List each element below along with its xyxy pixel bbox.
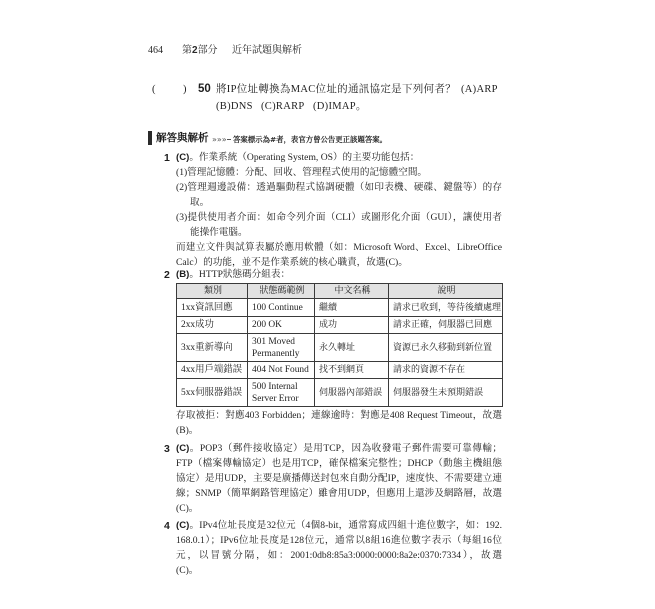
table-row [177,362,503,379]
answer-number: 4 [164,520,170,532]
part-prefix: 第 [182,45,192,56]
table-cell: 資源已永久移動到新位置 [389,334,503,362]
table-cell: 永久轉址 [315,334,389,362]
explanation-text: 。POP3（郵件接收協定）是用TCP，因為收發電子郵件需要可靠傳輸； [189,443,502,454]
explanation-line: (B)。 [176,425,199,436]
explanation-line: 而建立文件與試算表屬於應用軟體（如：Microsoft Word、Excel、LibreOffice [176,242,502,253]
question-stem: 將IP位址轉換為MAC位址的通訊協定是下列何者？ [216,84,456,95]
explanation-line: 存取被拒：對應403 Forbidden；連線逾時：對應是408 Request Timeout，故選 [176,410,502,421]
table-cell: 成功 [315,317,389,334]
explanation-line: 線；SNMP（簡單網路管理協定）雖會用UDP，但應用上還涉及網路層，故選 [176,488,502,499]
explanation-line [176,269,502,281]
table-row [177,379,503,407]
answer-choice: (C) [176,152,190,163]
explanation-text: 。HTTP狀態碼分組表： [189,269,291,280]
heading-bar [148,131,152,145]
table-row [177,317,503,334]
part-suffix: 部分 [197,45,218,56]
table-cell: 找不到網頁 [315,362,389,379]
table-row [177,334,503,362]
table-header-cell: 類別 [177,284,248,299]
page-number: 464 [148,45,163,56]
table-cell: 5xx伺服器錯誤 [177,379,248,407]
table-cell: 100 Continue [248,299,315,317]
question-number: 50 [198,83,211,95]
http-status-table [176,283,503,407]
table-cell: 請求已收到，等待後續處理 [389,299,503,317]
explanation-line: (1)管理記憶體：分配、回收、管理程式使用的記憶體空間。 [176,167,428,178]
explanation-text: 。IPv4位址長度是32位元（4個8-bit，通常寫成四組十進位數字，如：192. [189,520,502,531]
answer-choice: (B) [176,269,190,280]
answer-number: 1 [164,152,170,164]
heading-arrows: »»» [212,135,227,144]
option-c: (C)RARP [261,101,305,112]
option-b: (B)DNS [216,101,253,112]
answer-blank-close: ) [183,84,187,95]
explanation-line [176,443,502,455]
answer-number: 3 [164,443,170,455]
table-cell: 伺服器發生未預期錯誤 [389,379,503,407]
answer-choice: (C) [176,520,190,531]
answer-blank-open: ( [152,84,156,95]
explanation-line: (C)。 [176,503,199,514]
part-number: 2 [192,45,198,56]
table-cell: 1xx資訊回應 [177,299,248,317]
table-cell: 繼續 [315,299,389,317]
heading-note: 答案標示為#者，表官方曾公告更正該題答案。 [233,135,388,144]
option-d: (D)IMAP。 [313,101,367,112]
table-cell: 伺服器內部錯誤 [315,379,389,407]
table-cell: 500 Internal Server Error [248,379,315,407]
chapter-title: 近年試題與解析 [232,45,302,56]
explanation-line: (3)提供使用者介面：如命令列介面（CLI）或圖形化介面（GUI），讓使用者 [176,212,502,223]
table-cell: 3xx重新導向 [177,334,248,362]
explanation-line: 取。 [190,197,210,208]
table-cell: 請求正確，伺服器已回應 [389,317,503,334]
table-header-cell: 說明 [389,284,503,299]
table-cell: 2xx成功 [177,317,248,334]
table-cell: 404 Not Found [248,362,315,379]
table-header-cell: 狀態碼範例 [248,284,315,299]
table-row [177,299,503,317]
explanation-line: 能操作電腦。 [190,227,248,238]
heading-title: 解答與解析 [156,132,209,144]
explanation-line: 協定）是用UDP，主要是廣播傳送封包來自動分配IP，速度快、不需要建立連 [176,473,502,484]
explanation-line: FTP（檔案傳輸協定）也是用TCP，確保檔案完整性；DHCP（動態主機組態 [176,458,502,469]
table-cell: 4xx用戶端錯誤 [177,362,248,379]
explanation-line: (2)管理週邊設備：透過驅動程式協調硬體（如印表機、硬碟、鍵盤等）的存 [176,182,502,193]
option-a: (A)ARP [461,84,498,95]
part-label [182,45,218,57]
explanation-line: 元，以冒號分隔，如：2001:0db8:85a3:0000:0000:8a2e:0370:7334），故選 [176,550,502,561]
heading-dash [227,139,231,140]
explanation-text: 。作業系統（Operating System, OS）的主要功能包括： [189,152,420,163]
table-cell: 200 OK [248,317,315,334]
table-cell: 301 Moved Permanently [248,334,315,362]
explanation-line: Calc）的功能，並不是作業系統的核心職責，故選(C)。 [176,257,408,268]
table-header-row [177,284,503,299]
explanation-line [176,520,502,532]
answer-choice: (C) [176,443,190,454]
explanation-line: (C)。 [176,565,199,576]
table-header-cell: 中文名稱 [315,284,389,299]
answer-number: 2 [164,269,170,281]
explanation-line: 168.0.1）；IPv6位址長度是128位元，通常以8組16進位數字表示（每組16位 [176,535,502,546]
table-cell: 請求的資源不存在 [389,362,503,379]
explanation-line [176,152,502,164]
